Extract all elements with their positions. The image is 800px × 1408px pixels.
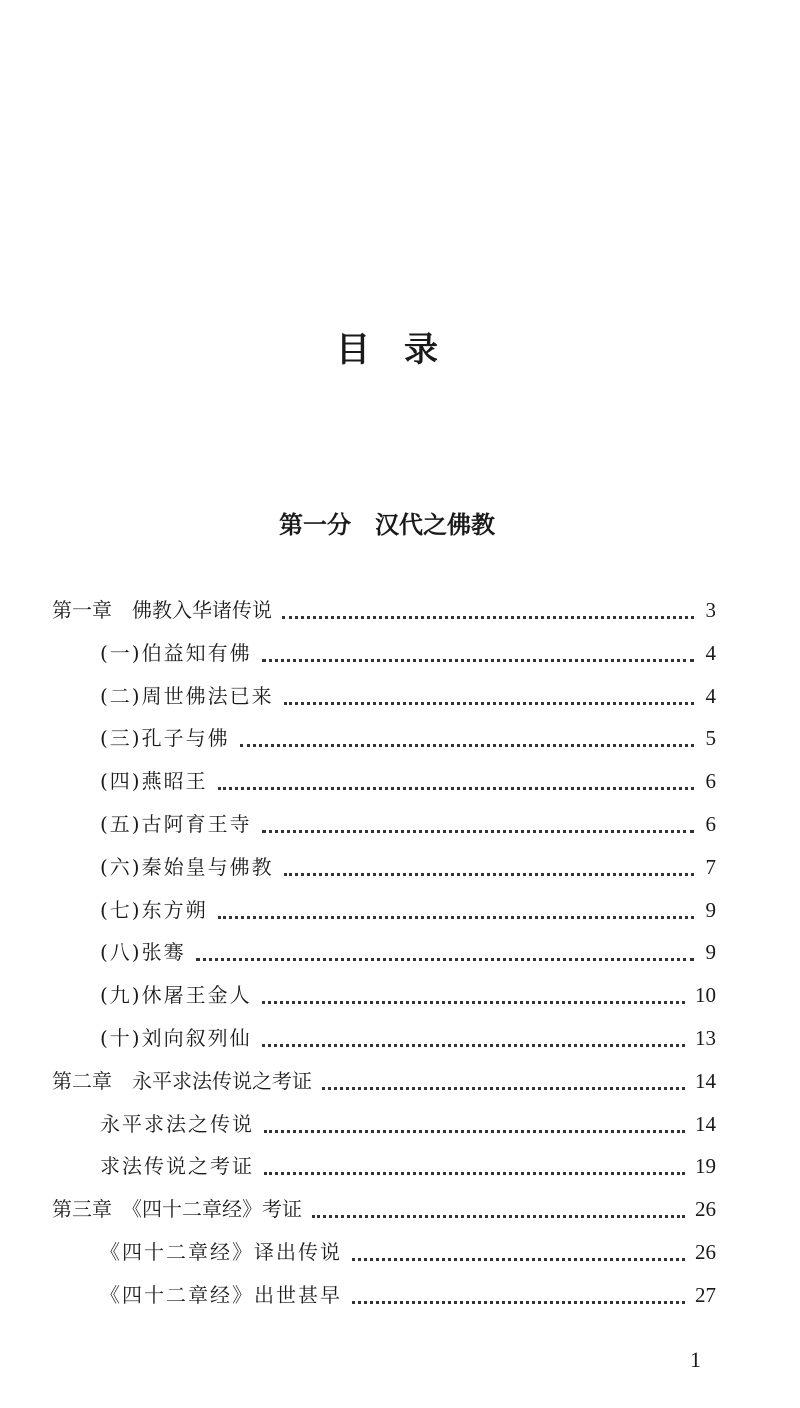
toc-entry-page-number: 10 [695,983,716,1008]
toc-entry-page-number: 13 [695,1026,716,1050]
toc-entry-page-number: 14 [695,1111,716,1136]
dot-leader [322,1087,685,1090]
dot-leader [284,702,694,705]
dot-leader [312,1215,685,1218]
toc-section-entry[interactable] [100,633,716,673]
toc-section-entry[interactable] [100,1018,716,1058]
dot-leader [264,1130,685,1133]
toc-entry-title: (二)周世佛法已来 [100,683,274,708]
dot-leader [196,958,694,961]
toc-section-entry[interactable] [100,1146,716,1186]
toc-chapter-entry[interactable] [52,1189,716,1229]
toc-entry-page-number: 6 [705,812,716,836]
toc-entry-title: (八)张骞 [100,940,186,965]
toc-entry-title: 《四十二章经》译出传说 [100,1240,342,1264]
dot-leader [218,787,694,790]
dot-leader [352,1301,685,1304]
toc-entry-page-number: 3 [705,598,716,622]
dot-leader [262,659,694,662]
page-number: 1 [690,1347,701,1372]
dot-leader [352,1258,685,1261]
dot-leader [262,830,694,833]
toc-section-entry[interactable] [100,1232,716,1272]
dot-leader [262,1044,685,1047]
toc-section-entry[interactable] [100,718,716,758]
toc-entry-page-number: 6 [705,769,716,794]
toc-entry-title: (五)古阿育王寺 [100,812,252,836]
toc-section-entry[interactable] [100,761,716,801]
toc-entry-page-number: 9 [705,897,716,922]
toc-entry-page-number: 26 [695,1240,716,1264]
dot-leader [240,744,694,747]
toc-entry-title: 《四十二章经》出世甚早 [100,1282,342,1307]
toc-section-entry[interactable] [100,975,716,1015]
toc-entry-title: (十)刘向叙列仙 [100,1026,252,1050]
toc-chapter-entry[interactable] [52,590,716,630]
toc-section-entry[interactable] [100,1104,716,1144]
toc-entry-page-number: 7 [705,854,716,879]
toc-entry-title: 永平求法之传说 [100,1111,254,1136]
toc-entry-title: 求法传说之考证 [100,1154,254,1179]
toc-entry-title: (四)燕昭王 [100,769,208,794]
toc-entry-title: 第一章 佛教入华诸传说 [52,598,272,622]
dot-leader [284,873,694,876]
toc-section-entry[interactable] [100,1275,716,1315]
dot-leader [282,616,694,619]
toc-entry-page-number: 4 [705,640,716,665]
toc-entry-page-number: 26 [695,1197,716,1222]
toc-entry-page-number: 14 [695,1068,716,1093]
toc-section-entry[interactable] [100,804,716,844]
toc-section-entry[interactable] [100,890,716,930]
toc-entry-page-number: 5 [705,726,716,751]
part-title: 第一分 汉代之佛教 [279,511,495,539]
toc-entry-page-number: 19 [695,1154,716,1179]
page-title: 目录 [336,330,472,370]
toc-section-entry[interactable] [100,932,716,972]
toc-entry-page-number: 4 [705,683,716,708]
toc-entry-title: (三)孔子与佛 [100,726,230,751]
toc-entry-title: 第三章 《四十二章经》考证 [52,1197,302,1222]
dot-leader [264,1172,685,1175]
dot-leader [262,1001,685,1004]
toc-entry-title: 第二章 永平求法传说之考证 [52,1068,312,1093]
toc-entry-title: (七)东方朔 [100,897,208,922]
toc-entry-title: (六)秦始皇与佛教 [100,854,274,879]
toc-entry-page-number: 27 [695,1282,716,1307]
toc-entry-title: (一)伯益知有佛 [100,640,252,665]
toc-entry-page-number: 9 [705,940,716,965]
toc-section-entry[interactable] [100,676,716,716]
dot-leader [218,916,694,919]
toc-chapter-entry[interactable] [52,1061,716,1101]
toc-entry-title: (九)休屠王金人 [100,983,252,1008]
toc-section-entry[interactable] [100,847,716,887]
